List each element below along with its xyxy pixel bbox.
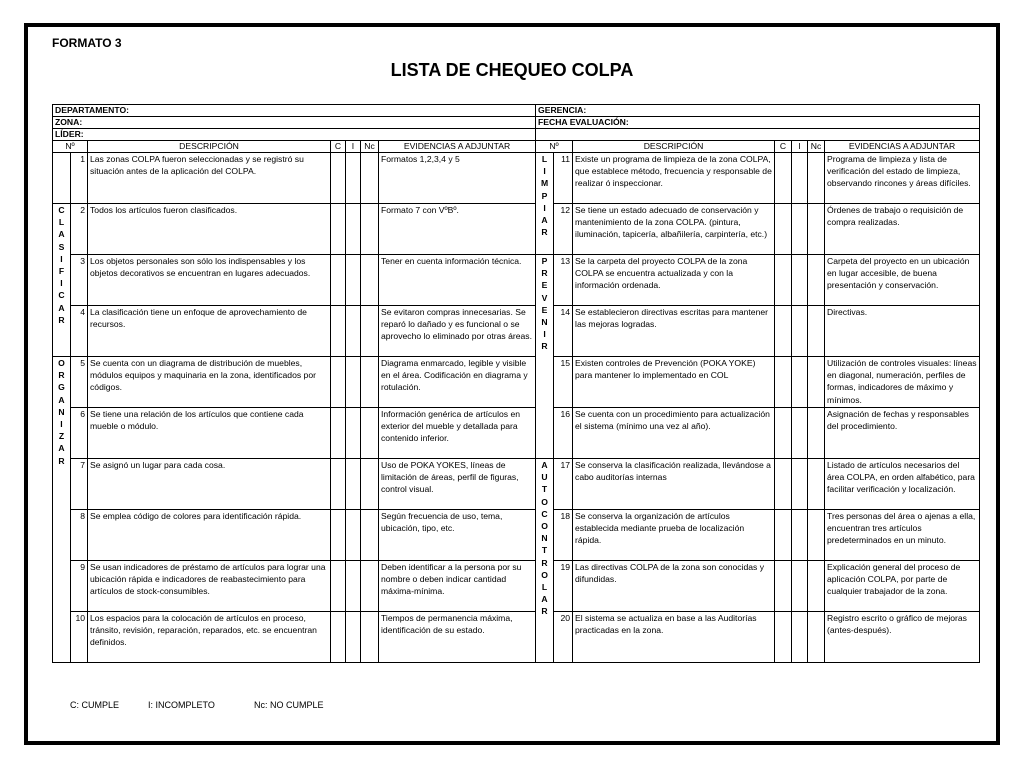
check-no-cumple[interactable] [808,510,825,561]
check-cumple[interactable] [775,561,792,612]
check-cumple[interactable] [775,408,792,459]
item-number: 18 [554,510,573,561]
item-evidencias: Programa de limpieza y lista de verificación del estado de limpieza, observando rincones y áreas difíciles. [825,153,980,204]
check-cumple[interactable] [331,459,346,510]
check-cumple[interactable] [775,306,792,357]
item-description: Los objetos personales son sólo los indispensables y los objetos decorativos se encuentran en lugares adecuados. [88,255,331,306]
section-label-autocontrolar: A U T O C O N T R O L A R [536,459,554,663]
item-description: Se la carpeta del proyecto COLPA de la zona COLPA se encuentra actualizada y con la información ordenada. [573,255,775,306]
check-no-cumple[interactable] [808,459,825,510]
table-row [53,204,980,255]
check-incompleto[interactable] [792,459,808,510]
check-cumple[interactable] [331,306,346,357]
item-number: 15 [554,357,573,408]
check-incompleto[interactable] [346,204,361,255]
item-number: 11 [554,153,573,204]
check-incompleto[interactable] [792,306,808,357]
item-description: Las directivas COLPA de la zona son conocidas y difundidas. [573,561,775,612]
check-cumple[interactable] [331,204,346,255]
item-evidencias: Se evitaron compras innecesarias. Se reparó lo dañado y es funcional o se aprovecho lo eliminado por otras áreas. [379,306,536,357]
check-no-cumple[interactable] [808,306,825,357]
check-cumple[interactable] [331,510,346,561]
item-evidencias: Deben identificar a la persona por su nombre o deben indicar cantidad máxima-mínima. [379,561,536,612]
check-no-cumple[interactable] [361,459,379,510]
gerencia-field[interactable]: GERENCIA: [536,105,980,117]
item-evidencias: Carpeta del proyecto en un ubicación en lugar accesible, de buena presentación y conservación. [825,255,980,306]
check-no-cumple[interactable] [808,561,825,612]
check-incompleto[interactable] [346,255,361,306]
column-header-evidencias: EVIDENCIAS A ADJUNTAR [379,141,536,153]
column-header-nc: Nc [361,141,379,153]
item-evidencias: Uso de POKA YOKES, líneas de limitación de áreas, perfil de figuras, control visual. [379,459,536,510]
item-evidencias: Formatos 1,2,3,4 y 5 [379,153,536,204]
check-incompleto[interactable] [792,510,808,561]
check-no-cumple[interactable] [361,153,379,204]
item-number: 2 [71,204,88,255]
column-header-c: C [775,141,792,153]
item-number: 20 [554,612,573,663]
check-incompleto[interactable] [346,306,361,357]
item-description: Las zonas COLPA fueron seleccionadas y se registró su situación antes de la aplicación del COLPA. [88,153,331,204]
item-evidencias: Tener en cuenta información técnica. [379,255,536,306]
legend-cumple: C: CUMPLE [70,700,120,710]
check-no-cumple[interactable] [361,255,379,306]
departamento-field[interactable]: DEPARTAMENTO: [53,105,536,117]
item-evidencias: Listado de artículos necesarios del área COLPA, en orden alfabético, para facilitar verificación y localización. [825,459,980,510]
item-description: La clasificación tiene un enfoque de aprovechamiento de recursos. [88,306,331,357]
item-number: 9 [71,561,88,612]
table-row [53,306,980,357]
item-number: 1 [71,153,88,204]
item-description: El sistema se actualiza en base a las Auditorías practicadas en la zona. [573,612,775,663]
item-number: 3 [71,255,88,306]
check-incompleto[interactable] [346,612,361,663]
check-incompleto[interactable] [792,255,808,306]
item-number: 19 [554,561,573,612]
check-no-cumple[interactable] [361,510,379,561]
item-evidencias: Explicación general del proceso de aplicación COLPA, por parte de cualquier trabajador de la zona. [825,561,980,612]
column-header-num: Nº [536,141,573,153]
column-header-i: I [346,141,361,153]
item-number: 4 [71,306,88,357]
check-cumple[interactable] [775,510,792,561]
check-incompleto[interactable] [792,153,808,204]
form-number: FORMATO 3 [52,36,122,50]
check-incompleto[interactable] [346,561,361,612]
item-evidencias: Asignación de fechas y responsables del procedimiento. [825,408,980,459]
item-evidencias: Órdenes de trabajo o requisición de compra realizadas. [825,204,980,255]
item-description: Se tiene un estado adecuado de conservación y mantenimiento de la zona COLPA. (pintura, iluminación, tapicería, albañilería, carpintería, etc.) [573,204,775,255]
check-cumple[interactable] [331,153,346,204]
section-label-clasificar: C L A S I F I C A R [53,204,71,357]
check-incompleto[interactable] [792,408,808,459]
table-row [53,153,980,204]
item-evidencias: Información genérica de artículos en exterior del mueble y detallada para contenido inferior. [379,408,536,459]
item-description: Existen controles de Prevención (POKA YOKE) para mantener lo implementado en COL [573,357,775,408]
table-row [53,510,980,561]
item-description: Se usan indicadores de préstamo de artículos para lograr una ubicación rápida e indicadores de reabastecimiento para artículos de stock-consumibles. [88,561,331,612]
item-description: Se conserva la clasificación realizada, llevándose a cabo auditorías internas [573,459,775,510]
check-cumple[interactable] [775,204,792,255]
item-description: Se tiene una relación de los artículos que contiene cada mueble o módulo. [88,408,331,459]
column-header-c: C [331,141,346,153]
table-row [53,561,980,612]
check-incompleto[interactable] [792,612,808,663]
item-evidencias: Tiempos de permanencia máxima, identificación de su estado. [379,612,536,663]
item-number: 12 [554,204,573,255]
column-header-descripcion: DESCRIPCIÓN [573,141,775,153]
section-label-blank [53,153,71,204]
check-no-cumple[interactable] [808,255,825,306]
check-no-cumple[interactable] [808,408,825,459]
table-row [53,255,980,306]
check-incompleto[interactable] [346,459,361,510]
page-title: LISTA DE CHEQUEO COLPA [390,60,634,80]
column-header-num: Nº [53,141,88,153]
check-cumple[interactable] [331,612,346,663]
table-row [53,612,980,663]
item-description: Se asignó un lugar para cada cosa. [88,459,331,510]
check-incompleto[interactable] [346,357,361,408]
item-description: Se establecieron directivas escritas para mantener las mejoras logradas. [573,306,775,357]
check-no-cumple[interactable] [808,153,825,204]
check-cumple[interactable] [775,459,792,510]
check-cumple[interactable] [331,561,346,612]
section-label-limpiar: L I M P I A R [536,153,554,255]
item-description: Se emplea código de colores para identificación rápida. [88,510,331,561]
table-row [53,408,980,459]
check-incompleto[interactable] [792,357,808,408]
check-cumple[interactable] [775,357,792,408]
check-no-cumple[interactable] [361,306,379,357]
item-evidencias: Registro escrito o gráfico de mejoras (antes-después). [825,612,980,663]
check-cumple[interactable] [775,153,792,204]
column-header-i: I [792,141,808,153]
legend-no-cumple: Nc: NO CUMPLE [254,700,324,710]
item-description: Se cuenta con un diagrama de distribución de muebles, módulos equipos y maquinaria en la zona, identificados por códigos. [88,357,331,408]
check-no-cumple[interactable] [361,357,379,408]
item-number: 6 [71,408,88,459]
item-evidencias: Según frecuencia de uso, tema, ubicación, tipo, etc. [379,510,536,561]
lider-field[interactable]: LÍDER: [53,129,536,141]
item-number: 7 [71,459,88,510]
check-no-cumple[interactable] [808,204,825,255]
check-incompleto[interactable] [346,510,361,561]
check-cumple[interactable] [775,255,792,306]
item-number: 13 [554,255,573,306]
column-header-evidencias: EVIDENCIAS A ADJUNTAR [825,141,980,153]
item-number: 14 [554,306,573,357]
check-cumple[interactable] [331,255,346,306]
check-incompleto[interactable] [346,408,361,459]
item-number: 5 [71,357,88,408]
item-number: 8 [71,510,88,561]
column-header-descripcion: DESCRIPCIÓN [88,141,331,153]
fecha-evaluacion-field[interactable]: FECHA EVALUACIÓN: [536,117,980,129]
item-evidencias: Diagrama enmarcado, legible y visible en el área. Codificación en diagrama y rotulación. [379,357,536,408]
item-description: Los espacios para la colocación de artículos en proceso, tránsito, revisión, reparación, reparados, etc. se encuentran definidos. [88,612,331,663]
check-no-cumple[interactable] [361,204,379,255]
item-number: 17 [554,459,573,510]
item-number: 10 [71,612,88,663]
section-label-organizar: O R G A N I Z A R [53,357,71,663]
item-description: Se cuenta con un procedimiento para actualización el sistema (mínimo una vez al año). [573,408,775,459]
item-description: Todos los artículos fueron clasificados. [88,204,331,255]
check-no-cumple[interactable] [808,612,825,663]
section-label-prevenir: P R E V E N I R [536,255,554,459]
legend-incompleto: I: INCOMPLETO [148,700,215,710]
column-header-nc: Nc [808,141,825,153]
check-cumple[interactable] [331,357,346,408]
check-no-cumple[interactable] [361,561,379,612]
item-number: 16 [554,408,573,459]
check-incompleto[interactable] [346,153,361,204]
lider-field-right [536,129,980,141]
item-evidencias: Formato 7 con VºBº. [379,204,536,255]
checklist-table [52,104,980,663]
check-cumple[interactable] [775,612,792,663]
check-cumple[interactable] [331,408,346,459]
zona-field[interactable]: ZONA: [53,117,536,129]
table-row [53,459,980,510]
item-evidencias: Directivas. [825,306,980,357]
check-no-cumple[interactable] [808,357,825,408]
check-no-cumple[interactable] [361,408,379,459]
check-no-cumple[interactable] [361,612,379,663]
item-description: Existe un programa de limpieza de la zona COLPA, que establece método, frecuencia y responsable de realizar ó inspeccionar. [573,153,775,204]
check-incompleto[interactable] [792,561,808,612]
check-incompleto[interactable] [792,204,808,255]
item-description: Se conserva la organización de artículos establecida mediante prueba de localización rápida. [573,510,775,561]
item-evidencias: Tres personas del área o ajenas a ella, encuentran tres artículos predeterminados en un minuto. [825,510,980,561]
table-row [53,357,980,408]
item-evidencias: Utilización de controles visuales: líneas en diagonal, numeración, perfiles de formas, indicadores de máximo y mínimos. [825,357,980,408]
